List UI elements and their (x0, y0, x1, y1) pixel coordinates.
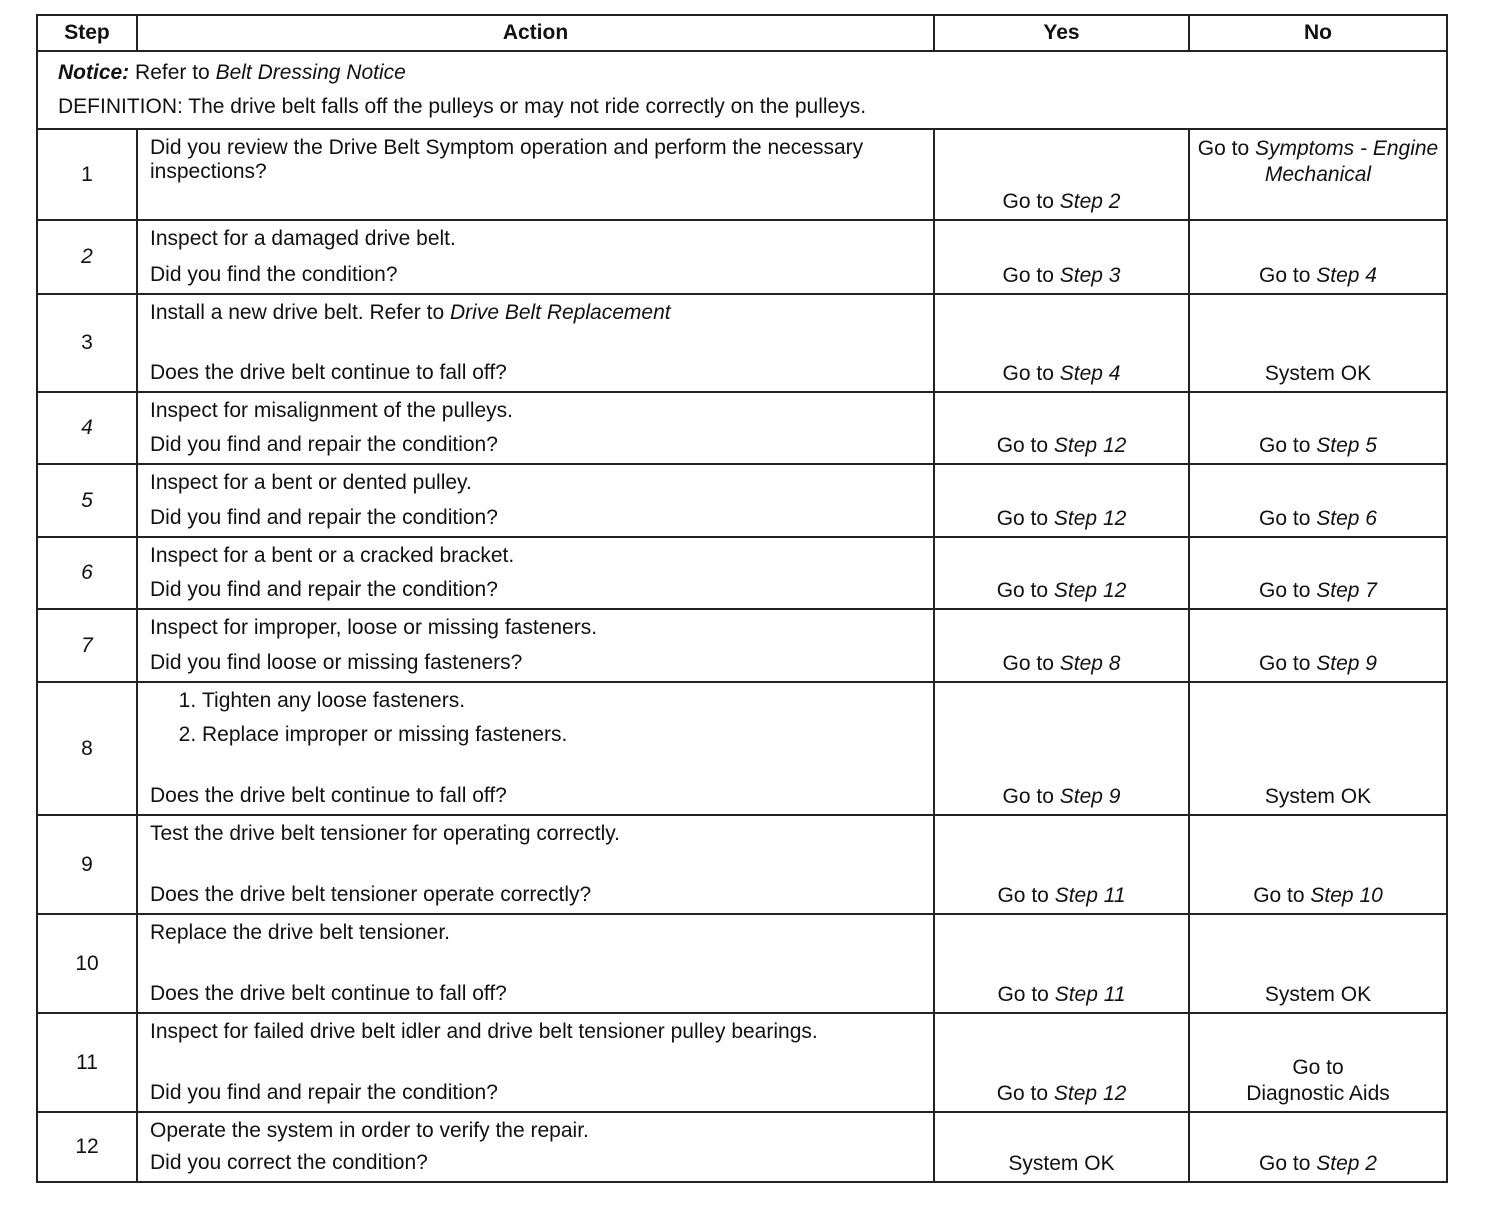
step-row (37, 1013, 1447, 1112)
yes-step-ref[interactable]: Step 9 (1059, 785, 1121, 808)
step-row (37, 220, 1447, 294)
yes-step-ref[interactable]: Step 12 (1053, 1082, 1127, 1105)
yes-text: Go to (996, 579, 1049, 602)
step-number: 4 (37, 392, 137, 464)
question-text: Did you find the condition? (150, 263, 398, 286)
instruction-text: Test the drive belt tensioner for operating correctly. (150, 822, 621, 845)
question-text: Did you find and repair the condition? (150, 578, 498, 601)
yes-cell (934, 464, 1189, 537)
action-cell (137, 815, 934, 914)
instruction-text: Inspect for improper, loose or missing fasteners. (150, 616, 598, 639)
action-cell (137, 464, 934, 537)
no-cell (1189, 220, 1447, 294)
action-cell (137, 220, 934, 294)
action-cell (137, 1112, 934, 1182)
yes-step-ref[interactable]: Step 3 (1059, 264, 1121, 287)
action-cell (137, 609, 934, 682)
yes-text: Go to (1002, 785, 1054, 808)
no-text: Go to (1259, 652, 1311, 675)
action-cell (137, 392, 934, 464)
instruction-text: Inspect for a bent or dented pulley. (150, 471, 472, 494)
yes-cell (934, 537, 1189, 609)
step-row (37, 609, 1447, 682)
yes-step-ref[interactable]: Step 8 (1059, 652, 1121, 675)
step-number: 3 (37, 294, 137, 392)
step-number: 2 (37, 220, 137, 294)
question-text: Does the drive belt continue to fall off? (150, 982, 507, 1005)
notice-row (37, 51, 1447, 129)
yes-cell (934, 682, 1189, 815)
no-step-ref[interactable]: Step 4 (1316, 264, 1377, 287)
no-cell (1189, 464, 1447, 537)
no-step-ref[interactable]: Step 6 (1316, 507, 1377, 530)
step-number: 6 (37, 537, 137, 609)
no-cell (1189, 682, 1447, 815)
instruction-text: Inspect for failed drive belt idler and drive belt tensioner pulley bearings. (150, 1020, 818, 1043)
no-step-ref[interactable]: Symptoms - Engine Mechanical (1254, 137, 1439, 186)
no-cell (1189, 1112, 1447, 1182)
no-step-ref[interactable]: Step 2 (1316, 1152, 1377, 1175)
action-list (150, 689, 923, 747)
instruction-ref-link[interactable]: Drive Belt Replacement (450, 301, 671, 324)
no-cell (1189, 294, 1447, 392)
question-text: Did you find and repair the condition? (150, 506, 498, 529)
no-text: Go to (1197, 137, 1250, 160)
no-cell (1189, 537, 1447, 609)
yes-text: Go to (996, 434, 1049, 457)
action-list-item: 2. Replace improper or missing fasteners. (202, 723, 923, 747)
yes-text: Go to (1002, 264, 1054, 287)
instruction-text: Replace the drive belt tensioner. (150, 921, 451, 944)
notice-cell (37, 51, 1447, 129)
step-row (37, 464, 1447, 537)
yes-step-ref[interactable]: Step 2 (1059, 190, 1121, 213)
no-text: Go to (1259, 507, 1311, 530)
no-cell (1189, 609, 1447, 682)
yes-cell (934, 815, 1189, 914)
step-number: 5 (37, 464, 137, 537)
yes-cell (934, 129, 1189, 220)
step-number: 7 (37, 609, 137, 682)
no-text: System OK (1264, 362, 1372, 385)
step-row (37, 914, 1447, 1013)
step-number: 10 (37, 914, 137, 1013)
no-text: System OK (1264, 983, 1372, 1006)
step-row (37, 294, 1447, 392)
instruction-text: Install a new drive belt. Refer to (150, 301, 445, 324)
question-text: Did you find loose or missing fasteners? (150, 651, 523, 674)
yes-step-ref[interactable]: Step 11 (1054, 884, 1126, 907)
yes-step-ref[interactable]: Step 12 (1053, 434, 1127, 457)
action-cell (137, 914, 934, 1013)
no-text: System OK (1264, 785, 1372, 808)
diagnostic-table (36, 14, 1448, 1183)
instruction-text: Operate the system in order to verify the repair. (150, 1119, 589, 1142)
yes-step-ref[interactable]: Step 12 (1053, 579, 1127, 602)
no-text: Go to (1259, 434, 1311, 457)
step-row (37, 1112, 1447, 1182)
yes-cell (934, 914, 1189, 1013)
no-text: Go to (1292, 1056, 1344, 1079)
yes-step-ref[interactable]: Step 11 (1054, 983, 1126, 1006)
yes-cell (934, 609, 1189, 682)
yes-cell (934, 294, 1189, 392)
no-cell (1189, 815, 1447, 914)
yes-text: Go to (1002, 652, 1054, 675)
notice-label: Notice: (58, 61, 130, 84)
no-text: Go to (1259, 579, 1311, 602)
no-cell (1189, 1013, 1447, 1112)
yes-text: Go to (996, 507, 1049, 530)
yes-cell (934, 1112, 1189, 1182)
no-step-ref[interactable]: Step 9 (1316, 652, 1377, 675)
yes-text: Go to (1002, 362, 1054, 385)
yes-cell (934, 1013, 1189, 1112)
no-text: Go to (1259, 1152, 1311, 1175)
no-cell (1189, 392, 1447, 464)
yes-cell (934, 220, 1189, 294)
no-cell (1189, 129, 1447, 220)
no-text: Go to (1259, 264, 1311, 287)
no-step-ref[interactable]: Step 10 (1310, 884, 1383, 907)
action-list-item: 1. Tighten any loose fasteners. (202, 689, 923, 713)
instruction-text: Inspect for a bent or a cracked bracket. (150, 544, 515, 567)
step-row (37, 815, 1447, 914)
action-cell (137, 682, 934, 815)
yes-text: System OK (1008, 1152, 1115, 1175)
step-number: 12 (37, 1112, 137, 1182)
step-number: 9 (37, 815, 137, 914)
yes-cell (934, 392, 1189, 464)
header-no: No (1189, 15, 1447, 51)
instruction-text: Did you review the Drive Belt Symptom operation and perform the necessary inspections? (150, 136, 864, 183)
step-row (37, 682, 1447, 815)
yes-text: Go to (997, 884, 1049, 907)
no-step-ref[interactable]: Step 5 (1316, 434, 1377, 457)
action-cell (137, 294, 934, 392)
no-cell (1189, 914, 1447, 1013)
no-text: Go to (1253, 884, 1305, 907)
header-yes: Yes (934, 15, 1189, 51)
question-text: Did you find and repair the condition? (150, 433, 498, 456)
no-step-ref[interactable]: Step 7 (1316, 579, 1377, 602)
question-text: Does the drive belt tensioner operate correctly? (150, 883, 592, 906)
step-row (37, 392, 1447, 464)
header-action: Action (137, 15, 934, 51)
yes-text: Go to (1002, 190, 1054, 213)
question-text: Does the drive belt continue to fall off? (150, 784, 507, 807)
action-cell (137, 1013, 934, 1112)
question-text: Does the drive belt continue to fall off? (150, 361, 507, 384)
yes-step-ref[interactable]: Step 4 (1059, 362, 1121, 385)
notice-text: Refer to (135, 61, 210, 84)
action-cell (137, 129, 934, 220)
definition-text: DEFINITION: The drive belt falls off the pulleys or may not ride correctly on the pulleys. (58, 95, 867, 118)
step-row (37, 537, 1447, 609)
step-number: 11 (37, 1013, 137, 1112)
question-text: Did you correct the condition? (150, 1151, 428, 1174)
header-row (37, 15, 1447, 51)
step-number: 8 (37, 682, 137, 815)
yes-text: Go to (997, 983, 1049, 1006)
question-text: Did you find and repair the condition? (150, 1081, 498, 1104)
instruction-text: Inspect for misalignment of the pulleys. (150, 399, 514, 422)
notice-ref-link[interactable]: Belt Dressing Notice (215, 61, 406, 84)
action-cell (137, 537, 934, 609)
instruction-text: Inspect for a damaged drive belt. (150, 227, 456, 250)
header-step: Step (37, 15, 137, 51)
yes-step-ref[interactable]: Step 12 (1053, 507, 1127, 530)
no-text-line2: Diagnostic Aids (1246, 1082, 1390, 1105)
yes-text: Go to (996, 1082, 1049, 1105)
step-row (37, 129, 1447, 220)
step-number: 1 (37, 129, 137, 220)
